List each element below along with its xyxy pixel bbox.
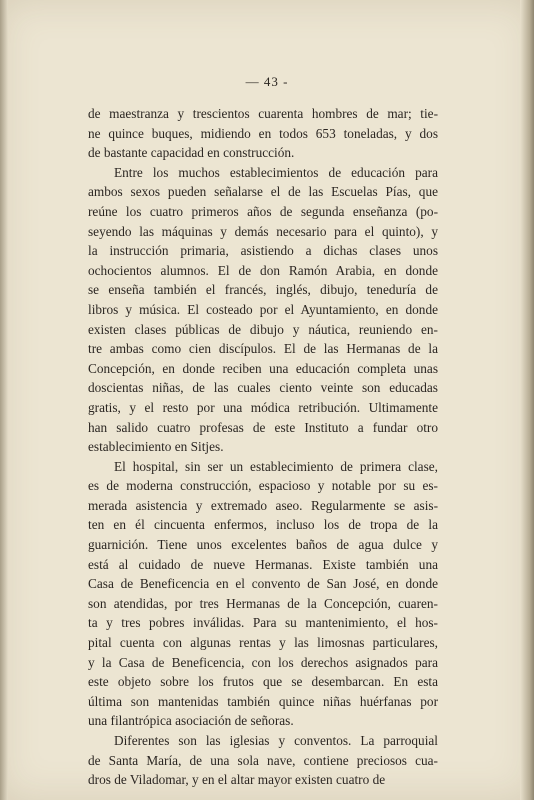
text-line: seyendo las máquinas y demás necesario para el quinto), y — [88, 223, 438, 239]
text-line: doscientas niñas, de las cuales ciento veinte son educadas — [88, 380, 438, 396]
text-line: El hospital, sin ser un establecimiento de primera clase, — [114, 458, 438, 474]
text-line: ta y tres pobres inválidas. Para su mantenimiento, el hos- — [88, 615, 438, 631]
text-line: tre ambas como cien discípulos. El de las Hermanas de la — [88, 341, 438, 357]
text-line: existen clases públicas de dibujo y náutica, reuniendo en- — [88, 321, 438, 337]
text-line: se enseña también el francés, inglés, dibujo, teneduría de — [88, 282, 438, 298]
body-text — [88, 104, 438, 790]
text-line: de maestranza y trescientos cuarenta hombres de mar; tie- — [88, 106, 438, 121]
text-line: Entre los muchos establecimientos de educación para — [114, 164, 438, 180]
text-line: libros y música. El costeado por el Ayuntamiento, en donde — [88, 301, 438, 317]
text-line: gratis, y el resto por una módica retribución. Ultimamente — [88, 399, 438, 415]
text-line: han salido cuatro profesas de este Instituto a fundar otro — [88, 419, 438, 435]
paragraph — [88, 104, 438, 163]
text-line: ne quince buques, midiendo en todos 653 toneladas, y dos — [88, 125, 438, 141]
paragraph — [88, 163, 438, 457]
text-line: es de moderna construcción, espacioso y notable por su es- — [88, 478, 438, 494]
text-line: ambos sexos pueden señalarse el de las Escuelas Pías, que — [88, 184, 438, 200]
text-line: son atendidas, por tres Hermanas de la Concepción, cuaren- — [88, 595, 438, 611]
text-line: última son mantenidas también quince niñas huérfanas por — [88, 693, 438, 709]
page-gutter-shadow — [0, 0, 8, 800]
text-line: la instrucción primaria, asistiendo a dichas clases unos — [88, 243, 438, 259]
text-line: y la Casa de Beneficencia, con los derechos asignados para — [88, 654, 438, 670]
text-line: Concepción, en donde reciben una educación completa unas — [88, 360, 438, 376]
text-line: de Santa María, de una sola nave, contiene preciosos cua- — [88, 752, 438, 768]
text-line: pital cuenta con algunas rentas y las limosnas particulares, — [88, 635, 438, 651]
text-line: Diferentes son las iglesias y conventos. La parroquial — [114, 733, 438, 748]
text-line: establecimiento en Sitjes. — [88, 439, 224, 455]
text-line: merada asistencia y extremado aseo. Regularmente se asis- — [88, 497, 438, 513]
page-number: — 43 - — [245, 74, 289, 89]
text-line: guarnición. Tiene unos excelentes baños de agua dulce y — [88, 537, 438, 553]
text-line: una filantrópica asociación de señoras. — [88, 713, 294, 729]
text-line: reúne los cuatro primeros años de segunda enseñanza (po- — [88, 203, 438, 219]
page-edge — [520, 0, 534, 800]
text-line: dros de Viladomar, y en el altar mayor existen cuatro de — [88, 772, 386, 788]
text-line: ochocientos alumnos. El de don Ramón Arabia, en donde — [88, 262, 438, 278]
text-line: está al cuidado de nueve Hermanas. Existe también una — [88, 556, 438, 572]
text-line: Casa de Beneficencia en el convento de San José, en donde — [88, 576, 438, 592]
text-line: ten en él cincuenta enfermos, incluso los de tropa de la — [88, 517, 438, 533]
text-line: este objeto sobre los frutos que se desembarcan. En esta — [88, 674, 438, 690]
text-line: de bastante capacidad en construcción. — [88, 145, 295, 161]
paragraph — [88, 731, 438, 790]
paragraph — [88, 457, 438, 731]
